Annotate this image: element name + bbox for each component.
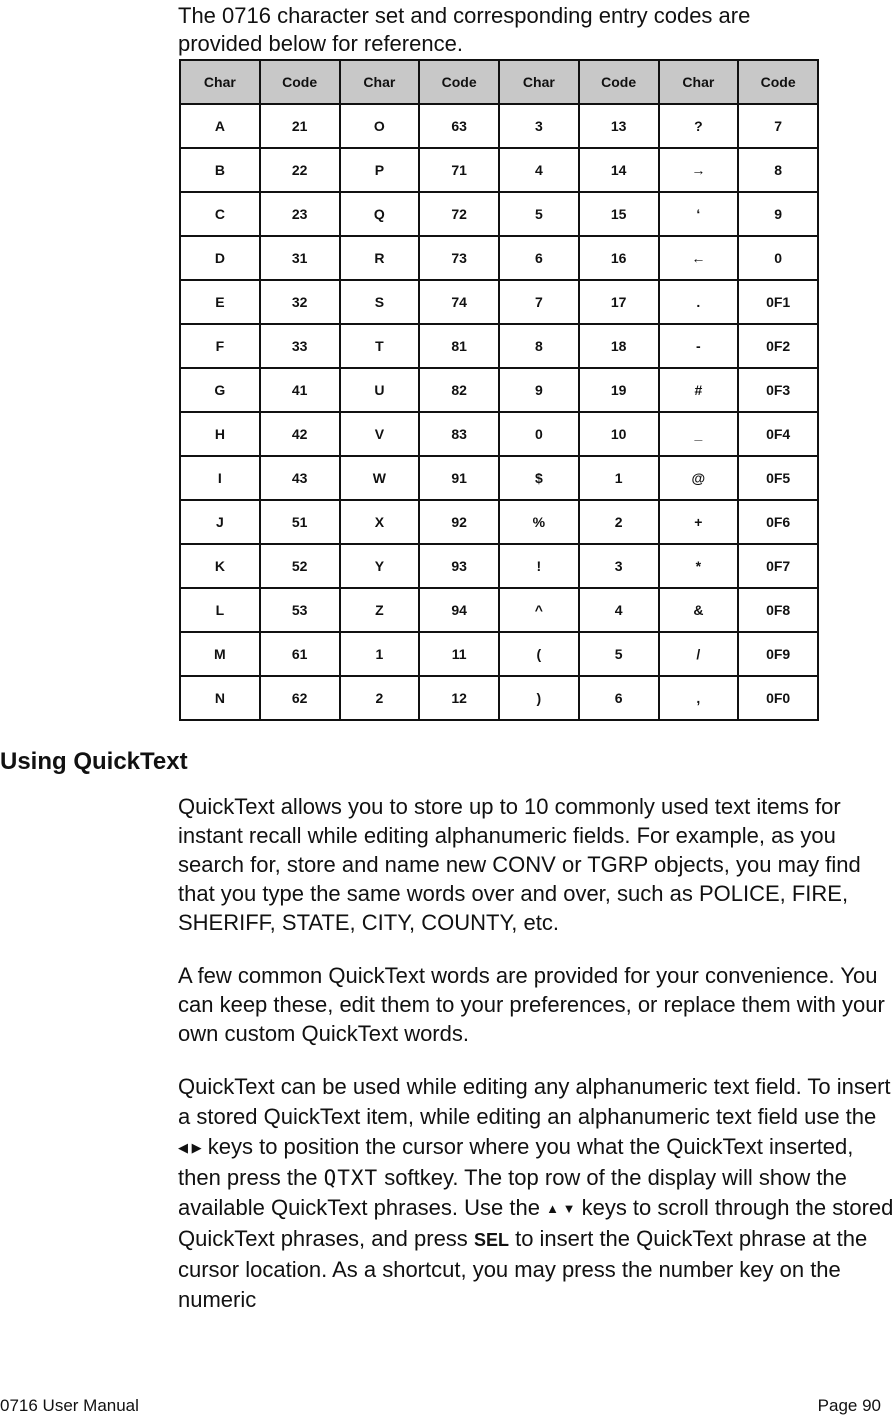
qtxt-softkey-label: QTXT bbox=[323, 1166, 379, 1190]
char-cell: V bbox=[340, 412, 420, 456]
paragraph-2: A few common QuickText words are provided for your convenience. You can keep these, edit them to your preferences, or replace them with your own custom QuickText words. bbox=[178, 963, 885, 1046]
code-cell: 93 bbox=[419, 544, 499, 588]
code-cell: 3 bbox=[579, 544, 659, 588]
header-code-1: Code bbox=[260, 60, 340, 104]
char-cell: . bbox=[659, 280, 739, 324]
char-cell: C bbox=[180, 192, 260, 236]
char-cell: Q bbox=[340, 192, 420, 236]
char-cell: P bbox=[340, 148, 420, 192]
character-code-table bbox=[179, 59, 819, 721]
table-row bbox=[180, 544, 818, 588]
char-cell: B bbox=[180, 148, 260, 192]
paragraph-3-part-4: keys to scroll through the stored QuickText phrases, and press bbox=[178, 1195, 894, 1251]
code-cell: 0F0 bbox=[738, 676, 818, 720]
header-char-2: Char bbox=[340, 60, 420, 104]
code-cell: 16 bbox=[579, 236, 659, 280]
char-cell: 3 bbox=[499, 104, 579, 148]
table-body bbox=[180, 104, 818, 720]
table-row bbox=[180, 676, 818, 720]
char-cell: + bbox=[659, 500, 739, 544]
intro-text bbox=[178, 2, 878, 58]
char-cell: ) bbox=[499, 676, 579, 720]
char-cell: , bbox=[659, 676, 739, 720]
table-row bbox=[180, 588, 818, 632]
char-cell: - bbox=[659, 324, 739, 368]
table-row bbox=[180, 456, 818, 500]
char-cell: 0 bbox=[499, 412, 579, 456]
header-code-3: Code bbox=[579, 60, 659, 104]
code-cell: 0F2 bbox=[738, 324, 818, 368]
code-cell: 42 bbox=[260, 412, 340, 456]
char-cell: R bbox=[340, 236, 420, 280]
code-cell: 8 bbox=[738, 148, 818, 192]
char-cell: O bbox=[340, 104, 420, 148]
code-cell: 82 bbox=[419, 368, 499, 412]
char-cell: 2 bbox=[340, 676, 420, 720]
char-cell: ( bbox=[499, 632, 579, 676]
code-cell: 11 bbox=[419, 632, 499, 676]
char-cell: X bbox=[340, 500, 420, 544]
char-cell: N bbox=[180, 676, 260, 720]
char-cell: J bbox=[180, 500, 260, 544]
intro-line-2: provided below for reference. bbox=[178, 31, 463, 56]
code-cell: 94 bbox=[419, 588, 499, 632]
code-cell: 5 bbox=[579, 632, 659, 676]
code-cell: 71 bbox=[419, 148, 499, 192]
char-cell: E bbox=[180, 280, 260, 324]
char-cell: L bbox=[180, 588, 260, 632]
char-cell: → bbox=[659, 148, 739, 192]
header-char-3: Char bbox=[499, 60, 579, 104]
header-char-4: Char bbox=[659, 60, 739, 104]
char-cell: 7 bbox=[499, 280, 579, 324]
code-cell: 9 bbox=[738, 192, 818, 236]
code-cell: 7 bbox=[738, 104, 818, 148]
code-cell: 0 bbox=[738, 236, 818, 280]
table-row bbox=[180, 632, 818, 676]
code-cell: 73 bbox=[419, 236, 499, 280]
header-code-4: Code bbox=[738, 60, 818, 104]
code-cell: 21 bbox=[260, 104, 340, 148]
code-cell: 0F5 bbox=[738, 456, 818, 500]
code-cell: 2 bbox=[579, 500, 659, 544]
char-cell: _ bbox=[659, 412, 739, 456]
table-row bbox=[180, 280, 818, 324]
char-cell: ? bbox=[659, 104, 739, 148]
char-cell: M bbox=[180, 632, 260, 676]
table-row bbox=[180, 412, 818, 456]
char-cell: 8 bbox=[499, 324, 579, 368]
code-cell: 23 bbox=[260, 192, 340, 236]
code-cell: 13 bbox=[579, 104, 659, 148]
code-cell: 63 bbox=[419, 104, 499, 148]
char-cell: 1 bbox=[340, 632, 420, 676]
code-cell: 41 bbox=[260, 368, 340, 412]
header-char-1: Char bbox=[180, 60, 260, 104]
code-cell: 81 bbox=[419, 324, 499, 368]
char-cell: A bbox=[180, 104, 260, 148]
char-cell: K bbox=[180, 544, 260, 588]
code-cell: 43 bbox=[260, 456, 340, 500]
char-cell: @ bbox=[659, 456, 739, 500]
char-cell: D bbox=[180, 236, 260, 280]
code-cell: 4 bbox=[579, 588, 659, 632]
code-cell: 62 bbox=[260, 676, 340, 720]
section-heading: Using QuickText bbox=[0, 748, 188, 775]
left-right-arrow-icon: ◀ ▶ bbox=[178, 1140, 202, 1155]
char-cell: ^ bbox=[499, 588, 579, 632]
code-cell: 12 bbox=[419, 676, 499, 720]
footer-manual-title: 0716 User Manual bbox=[0, 1396, 139, 1415]
paragraph-1: QuickText allows you to store up to 10 commonly used text items for instant recall while editing alphanumeric fields. For example, as you search for, store and name new CONV or TGRP objects, you may find that you type the same words over and over, such as POLICE, FIRE, SHERIFF, STATE, CITY, COUNTY, etc. bbox=[178, 794, 861, 935]
sel-key-label: SEL bbox=[473, 1230, 509, 1250]
intro-line-1: The 0716 character set and corresponding entry codes are bbox=[178, 3, 751, 28]
code-cell: 0F7 bbox=[738, 544, 818, 588]
code-cell: 19 bbox=[579, 368, 659, 412]
char-cell: & bbox=[659, 588, 739, 632]
table-row bbox=[180, 324, 818, 368]
code-cell: 0F4 bbox=[738, 412, 818, 456]
code-cell: 92 bbox=[419, 500, 499, 544]
code-cell: 0F8 bbox=[738, 588, 818, 632]
char-cell: 9 bbox=[499, 368, 579, 412]
code-cell: 15 bbox=[579, 192, 659, 236]
code-cell: 74 bbox=[419, 280, 499, 324]
paragraph-3-part-2: keys to position the cursor where you what the QuickText inserted, then press the bbox=[178, 1134, 854, 1190]
char-cell: / bbox=[659, 632, 739, 676]
char-cell: U bbox=[340, 368, 420, 412]
char-cell: ← bbox=[659, 236, 739, 280]
code-cell: 32 bbox=[260, 280, 340, 324]
char-cell: F bbox=[180, 324, 260, 368]
table-row bbox=[180, 500, 818, 544]
code-cell: 31 bbox=[260, 236, 340, 280]
code-cell: 52 bbox=[260, 544, 340, 588]
char-cell: % bbox=[499, 500, 579, 544]
up-down-arrow-icon: ▲ ▼ bbox=[546, 1201, 576, 1216]
paragraph-3-part-3: softkey. The top row of the display will show the available QuickText phrases. Use the bbox=[178, 1165, 847, 1220]
code-cell: 0F3 bbox=[738, 368, 818, 412]
char-cell: I bbox=[180, 456, 260, 500]
code-cell: 14 bbox=[579, 148, 659, 192]
char-cell: Y bbox=[340, 544, 420, 588]
char-cell: 6 bbox=[499, 236, 579, 280]
paragraph-3-part-1: QuickText can be used while editing any alphanumeric text field. To insert a stored QuickText item, while editing an alphanumeric text field use the bbox=[178, 1074, 891, 1129]
table-row bbox=[180, 368, 818, 412]
table-row bbox=[180, 192, 818, 236]
footer-page-number: Page 90 bbox=[817, 1396, 881, 1415]
code-cell: 22 bbox=[260, 148, 340, 192]
code-cell: 33 bbox=[260, 324, 340, 368]
header-code-2: Code bbox=[419, 60, 499, 104]
code-cell: 0F9 bbox=[738, 632, 818, 676]
char-cell: * bbox=[659, 544, 739, 588]
code-cell: 0F1 bbox=[738, 280, 818, 324]
code-cell: 91 bbox=[419, 456, 499, 500]
code-cell: 6 bbox=[579, 676, 659, 720]
code-cell: 10 bbox=[579, 412, 659, 456]
char-cell: S bbox=[340, 280, 420, 324]
table-row bbox=[180, 148, 818, 192]
code-cell: 17 bbox=[579, 280, 659, 324]
char-cell: W bbox=[340, 456, 420, 500]
char-cell: Z bbox=[340, 588, 420, 632]
char-cell: G bbox=[180, 368, 260, 412]
char-cell: H bbox=[180, 412, 260, 456]
table-row bbox=[180, 104, 818, 148]
char-cell: $ bbox=[499, 456, 579, 500]
char-cell: 5 bbox=[499, 192, 579, 236]
paragraph-3-part-5: to insert the QuickText phrase at the cursor location. As a shortcut, you may press the number key on the numeric bbox=[178, 1226, 868, 1312]
code-cell: 0F6 bbox=[738, 500, 818, 544]
char-cell: T bbox=[340, 324, 420, 368]
code-cell: 72 bbox=[419, 192, 499, 236]
char-cell: # bbox=[659, 368, 739, 412]
code-cell: 83 bbox=[419, 412, 499, 456]
paragraph-3 bbox=[178, 1072, 894, 1315]
code-cell: 61 bbox=[260, 632, 340, 676]
code-cell: 1 bbox=[579, 456, 659, 500]
code-cell: 53 bbox=[260, 588, 340, 632]
char-cell: ‘ bbox=[659, 192, 739, 236]
table-row bbox=[180, 236, 818, 280]
code-cell: 51 bbox=[260, 500, 340, 544]
table-header-row bbox=[180, 60, 818, 104]
code-cell: 18 bbox=[579, 324, 659, 368]
char-cell: 4 bbox=[499, 148, 579, 192]
char-cell: ! bbox=[499, 544, 579, 588]
